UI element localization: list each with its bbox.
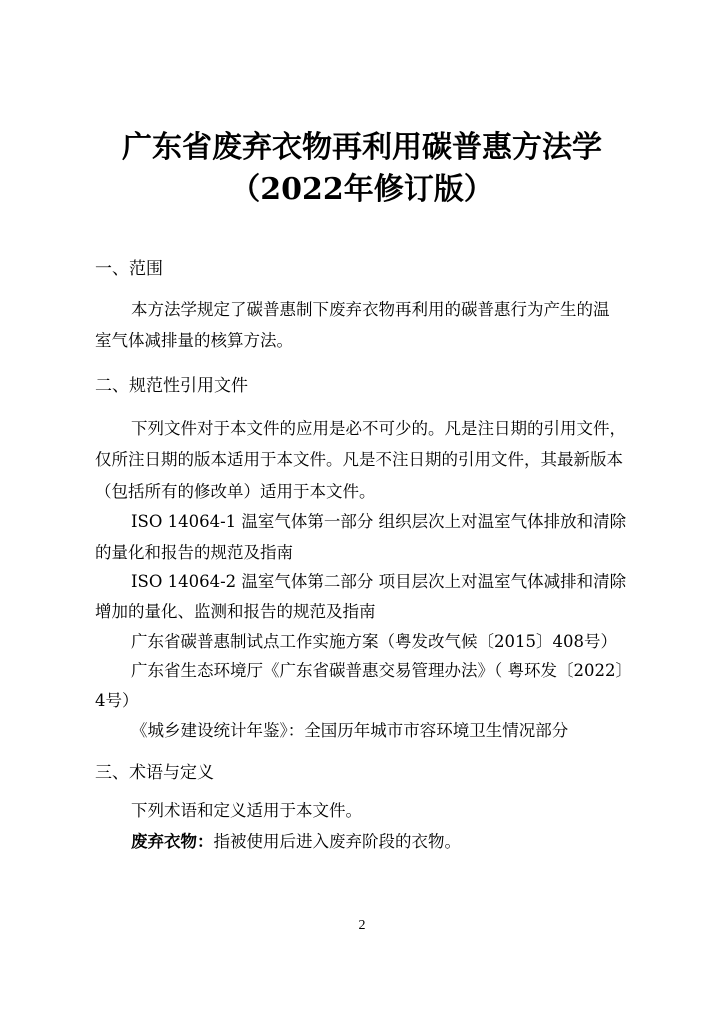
paragraph-line: 本方法学规定了碳普惠制下废弃衣物再利用的碳普惠行为产生的温 <box>131 300 610 319</box>
section-heading-references: 二、规范性引用文件 <box>95 376 248 396</box>
reference-item: 《城乡建设统计年鉴》：全国历年城市市容环境卫生情况部分 <box>131 721 569 740</box>
reference-item-cont: 的量化和报告的规范及指南 <box>95 543 293 562</box>
paragraph-line: 室气体减排量的核算方法。 <box>95 331 293 350</box>
document-title: 广东省废弃衣物再利用碳普惠方法学 <box>122 130 602 165</box>
reference-item: 广东省碳普惠制试点工作实施方案（粤发改气候〔2015〕408号） <box>131 632 617 651</box>
reference-item: 广东省生态环境厅《广东省碳普惠交易管理办法》（ 粤环发〔2022〕 <box>131 661 632 680</box>
reference-item-cont: 增加的量化、监测和报告的规范及指南 <box>95 602 376 621</box>
document-subtitle: （2022年修订版） <box>230 172 494 207</box>
section-heading-terms: 三、术语与定义 <box>95 763 214 783</box>
paragraph-line: 下列术语和定义适用于本文件。 <box>131 801 362 820</box>
paragraph-line: 下列文件对于本文件的应用是必不可少的。凡是注日期的引用文件， <box>131 419 626 438</box>
page-number: 2 <box>358 918 366 933</box>
paragraph-line: 仅所注日期的版本适用于本文件。凡是不注日期的引用文件，其最新版本 <box>95 450 623 469</box>
section-heading-scope: 一、范围 <box>95 259 163 279</box>
term-definition <box>131 831 461 853</box>
paragraph-line: （包括所有的修改单）适用于本文件。 <box>95 482 376 501</box>
reference-item: ISO 14064-2 温室气体第二部分 项目层次上对温室气体减排和清除 <box>131 572 627 591</box>
reference-item-cont: 4号） <box>95 691 139 710</box>
reference-item: ISO 14064-1 温室气体第一部分 组织层次上对温室气体排放和清除 <box>131 512 627 531</box>
term-name: 废弃衣物： <box>131 832 214 851</box>
term-text: 指被使用后进入废弃阶段的衣物。 <box>213 832 461 851</box>
